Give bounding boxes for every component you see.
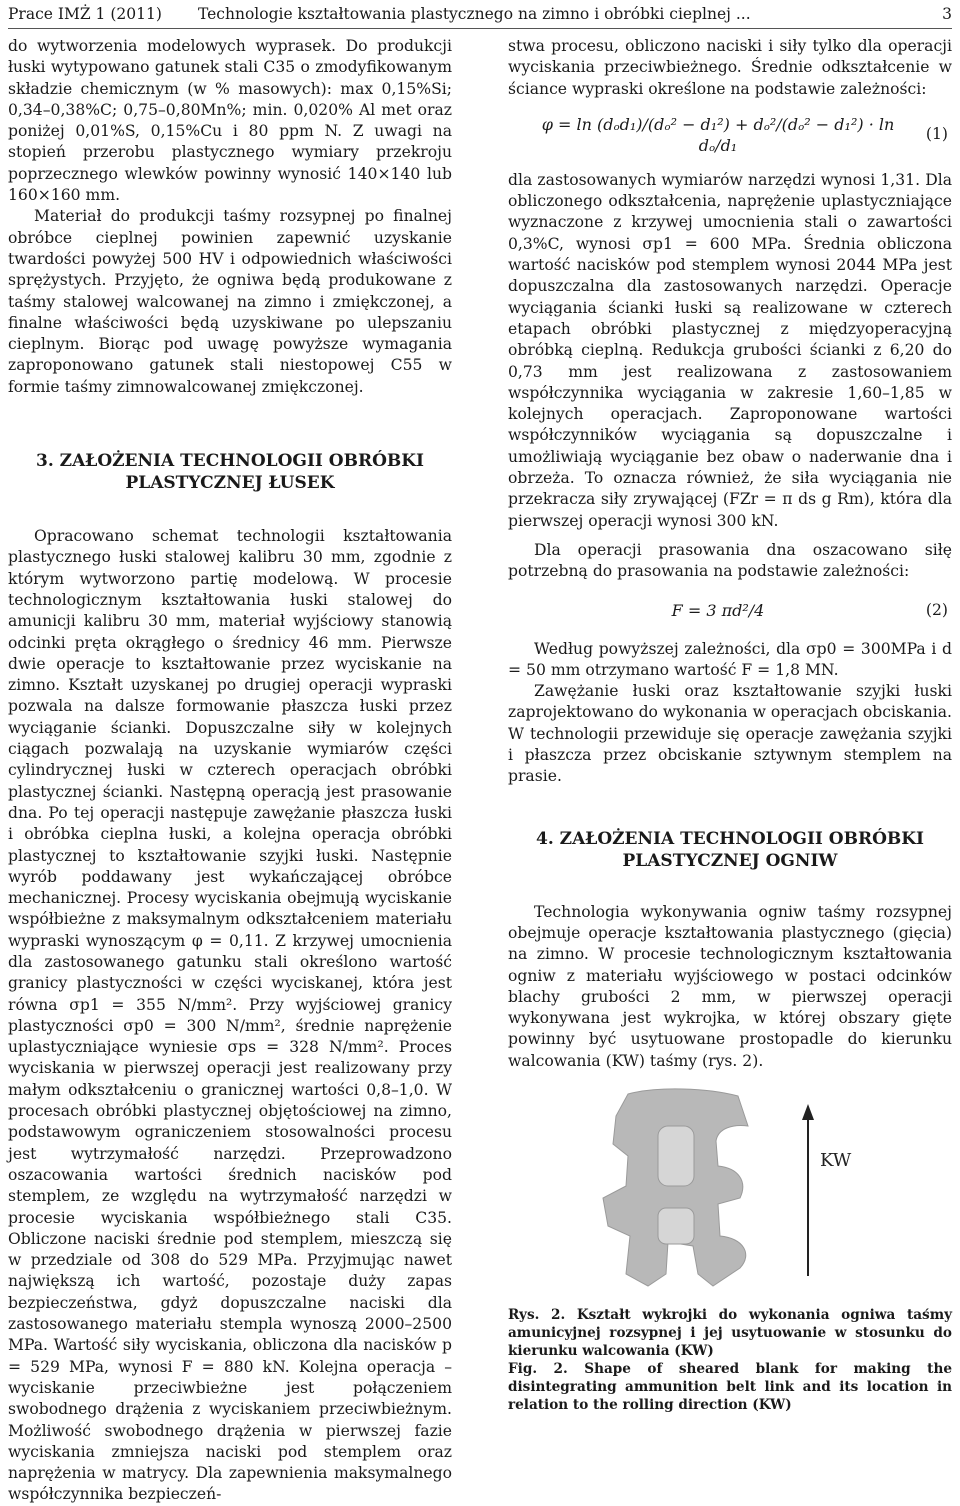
paragraph: Opracowano schemat technologii kształtowania plastycznego łuski stalowej kalibru 30 mm, zgodnie z którym wytworzono partię modelową. W procesie technologicznym kształtowania łuski stalowej do amunicji kalibru 30 mm, materiał wyjściowy stanowią odcinki pręta okrągłego o średnicy 46 mm. Pierwsze dwie operacje to kształtowanie przez wyciskanie na zimno. Kształt uzyskanej po drugiej operacji wypraski pozwala na dalsze formowanie płaszcza łuski przez wyciąganie ścianki. Dopuszczalne siły w kolejnych ciągach pozwalają na uzyskanie wymiarów części cylindrycznej łuski w czterech operacjach obróbki plastycznej ścianki. Następną operacją jest prasowanie dna. Po tej operacji następuje zawężanie płaszcza łuski i obróbka cieplna łuski, a kolejna operacja obróbki plastycznej to kształtowanie szyjki łuski. Następnie wyrób poddawany jest wykańczającej obróbce mechanicznej. Procesy wyciskania obejmują wyciskanie współbieżne z maksymalnym odkształceniem materiału wypraski wynoszącym φ = 0,11. Z krzywej umocnienia dla zastosowanego gatunku stali określono wartość granicy plastyczności w części wyciskanej, która jest równa σp1 = 355 N/mm². Przy wyjściowej granicy plastyczności σp0 = 300 N/mm², średnie naprężenie uplastyczniające wyniesie σps = 328 N/mm². Proces wyciskania w pierwszej operacji jest realizowany przy małym odkształceniu o granicznej wartości 0,8–1,0. W procesach obróbki plastycznej objętościowej na zimno, podstawowym ograniczeniem stosowalności procesu jest wytrzymałość narzędzi. Przeprowadzono oszacowania wartości średnich nacisków pod stemplem, ze względu na wytrzymałość narzędzi w procesie wyciskania współbieżnego stali C35. Obliczone naciski średnie pod stemplem, mieszczą się w przedziale od 308 do 529 MPa. Przyjmując nawet największą ich wartość, pozostaje duży zapas bezpieczeństwa, gdyż dopuszczalne naciski dla zastosowanego materiału stempla wynoszą 2000–2500 MPa. Wartość siły wyciskania, obliczona dla nacisków p = 529 MPa, wynosi F = 880 kN. Kolejna operacja – wyciskanie przeciwbieżne jest połączeniem swobodnego drążenia z wyciskaniem przeciwbieżnym. Możliwość swobodnego drążenia w pierwszej fazie wyciskania zmniejsza naciski pod stemplem oraz naprężenia w matrycy. Dla zapewnienia maksymalnego współczynnika bezpieczeń-: [8, 527, 452, 1504]
equation-1-expression: φ = ln (dₒd₁)/(dₒ² − d₁²) + dₒ²/(dₒ² − d₁²) · ln dₒ/d₁: [541, 114, 895, 155]
right-column: [508, 36, 952, 1414]
equation-2: [508, 583, 952, 639]
section-3-title-line2: PLASTYCZNEJ ŁUSEK: [125, 473, 335, 494]
sheared-blank: [603, 1089, 748, 1286]
section-4-title-line1: 4. ZAŁOŻENIA TECHNOLOGII OBRÓBKI: [536, 828, 924, 849]
equation-2-number: (2): [925, 600, 948, 619]
equation-1: [508, 100, 952, 170]
figure-caption-en: Fig. 2. Shape of sheared blank for making the disintegrating ammunition belt link and its location in relation to the rolling direction (KW): [508, 1360, 952, 1413]
paragraph: Dla operacji prasowania dna oszacowano siłę potrzebną do prasowania na podstawie zależności:: [508, 540, 952, 581]
paragraph: dla zastosowanych wymiarów narzędzi wynosi 1,31. Dla obliczonego odkształcenia, naprężenie uplastyczniające wyznaczone z krzywej umocnienia stali o zawartości 0,3%C, wynosi σp1 = 600 MPa. Średnia obliczona wartość nacisków pod stemplem wynosi 2044 MPa jest dopuszczalna dla zastosowanych narzędzi. Operacje wyciągania ścianki łuski są realizowane w czterech etapach obróbki plastycznej z międzyoperacyjną obróbką cieplną. Redukcja grubości ścianki z 6,20 do 0,73 mm jest realizowana z zastosowaniem współczynnika wyciągania w zakresie 1,60–1,85 w kolejnych operacjach. Zaproponowane wartości współczynników wyciągania są dopuszczalne i umożliwiają wyciąganie bez obaw o naderwanie dna i obrzeża. To oznacza również, że siła wyciągania nie przekracza siły zrywającej (FZr = π ds g Rm), która dla pierwszej operacji wynosi 300 kN.: [508, 170, 952, 530]
running-title: Technologie kształtowania plastycznego na zimno i obróbki cieplnej ...: [198, 5, 751, 23]
figure-caption-pl: Rys. 2. Kształt wykrojki do wykonania ogniwa taśmy amunicyjnej rozsypnej i jej usytuowanie w stosunku do kierunku walcowania (KW): [508, 1306, 952, 1359]
figure-2: [508, 1086, 952, 1296]
equation-2-expression: F = 3 πd²/4: [671, 600, 765, 620]
page-header: [8, 2, 952, 26]
left-column: [8, 36, 452, 1506]
blank-shape-drawing: [508, 1086, 952, 1296]
journal-name: Prace IMŻ 1 (2011): [8, 5, 162, 23]
page-number: 3: [942, 5, 952, 23]
paragraph: do wytworzenia modelowych wyprasek. Do produkcji łuski wytypowano gatunek stali C35 o zmodyfikowanym składzie chemicznym (w % masowych): max 0,15%Si; 0,34–0,38%C; 0,75–0,80Mn%; min. 0,020% Al met oraz poniżej 0,01%S, 0,15%Cu i 80 ppm N. Z uwagi na stopień przerobu plastycznego wymiary przekroju poprzecznego wlewków powinny wynosić 140×140 lub 160×160 mm.: [8, 37, 452, 205]
paragraph: Materiał do produkcji taśmy rozsypnej po finalnej obróbce cieplnej powinien zapewnić uzyskanie twardości powyżej 500 HV i odpowiednich właściwości sprężystych. Przyjęto, że ogniwa będą produkowane z taśmy stalowej walcowanej na zimno i zmiękczonej, a finalne właściwości będą uzyskiwane po ulepszaniu cieplnym. Biorąc pod uwagę powyższe wymagania zaproponowano gatunek stali niestopowej C55 w formie taśmy zimnowalcowanej zmiękczonej.: [8, 207, 452, 396]
paragraph: stwa procesu, obliczono naciski i siły tylko dla operacji wyciskania przeciwbieżnego. Średnie odkształcenie w ściance wypraski określone na podstawie zależności:: [508, 37, 952, 98]
paragraph: Zawężanie łuski oraz kształtowanie szyjki łuski zaprojektowano do wykonania w operacjach obciskania. W technologii przewiduje się operacje zawężania szyjki i płaszcza przez obciskanie sztywnym stemplem na prasie.: [508, 682, 952, 786]
kw-label: KW: [820, 1149, 852, 1171]
header-rule: [8, 28, 952, 29]
equation-1-number: (1): [925, 125, 948, 144]
paragraph: Technologia wykonywania ogniw taśmy rozsypnej obejmuje operacje kształtowania plastycznego (gięcia) na zimno. W procesie technologicznym kształtowania ogniw z materiału wyjściowego w postaci odcinków blachy grubości 2 mm, w pierwszej operacji wykonywana jest wykrojka, w której obszary gięte powinny być usytuowane prostopadle do kierunku walcowania (KW) taśmy (rys. 2).: [508, 902, 952, 1070]
paragraph: Według powyższej zależności, dla σp0 = 300MPa i d = 50 mm otrzymano wartość F = 1,8 MN.: [508, 639, 952, 679]
section-4-title-line2: PLASTYCZNEJ OGNIW: [622, 850, 838, 871]
rolling-direction-arrow: [802, 1104, 814, 1276]
section-3-title-line1: 3. ZAŁOŻENIA TECHNOLOGII OBRÓBKI: [36, 451, 424, 472]
